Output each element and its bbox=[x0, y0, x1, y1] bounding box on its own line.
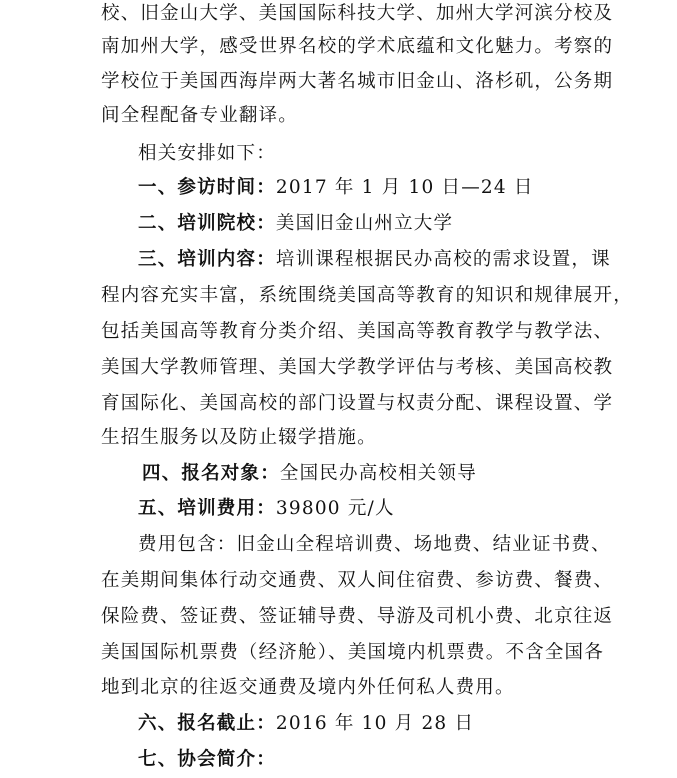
section-visit-time bbox=[138, 170, 534, 206]
arrangement-intro: 相关安排如下： bbox=[138, 143, 276, 164]
section-value: 美国旧金山州立大学 bbox=[275, 213, 454, 234]
section-label: 四、报名对象： bbox=[142, 463, 280, 484]
section-label: 一、参访时间： bbox=[138, 177, 276, 198]
section-value: 39800 元/人 bbox=[275, 498, 395, 519]
section-association-intro bbox=[138, 742, 276, 778]
intro-line-1: 校、旧金山大学、美国国际科技大学、加州大学河滨分校及 bbox=[101, 3, 614, 24]
intro-line-2: 南加州大学，感受世界名校的学术底蕴和文化魅力。考察的 bbox=[101, 36, 614, 57]
section-training-content bbox=[138, 242, 611, 278]
fee-line-5: 地到北京的往返交通费及境内外任何私人费用。 bbox=[101, 677, 515, 698]
section-value: 2017 年 1 月 10 日—24 日 bbox=[275, 177, 534, 198]
content-line-2: 包括美国高等教育分类介绍、美国高等教育教学与教学法、 bbox=[101, 321, 614, 342]
section-label: 五、培训费用： bbox=[138, 498, 276, 519]
fee-line-3: 保险费、签证费、签证辅导费、导游及司机小费、北京往返 bbox=[101, 606, 614, 627]
intro-line-3: 学校位于美国西海岸两大著名城市旧金山、洛杉矶，公务期 bbox=[101, 71, 614, 92]
content-line-4: 育国际化、美国高校的部门设置与权责分配、课程设置、学 bbox=[101, 393, 614, 414]
section-training-fee bbox=[138, 491, 395, 527]
fee-line-4: 美国国际机票费（经济舱）、美国境内机票费。不含全国各 bbox=[101, 642, 604, 663]
section-training-school bbox=[138, 206, 453, 242]
section-value: 全国民办高校相关领导 bbox=[279, 463, 477, 484]
fee-line-1: 费用包含：旧金山全程培训费、场地费、结业证书费、 bbox=[138, 534, 611, 555]
content-line-3: 美国大学教师管理、美国大学教学评估与考核、美国高校教 bbox=[101, 357, 614, 378]
section-value: 2016 年 10 月 28 日 bbox=[275, 713, 475, 734]
content-line-5: 生招生服务以及防止辍学措施。 bbox=[101, 427, 377, 448]
section-registration-target bbox=[142, 456, 477, 492]
section-value: 培训课程根据民办高校的需求设置，课 bbox=[275, 249, 611, 270]
fee-line-2: 在美期间集体行动交通费、双人间住宿费、参访费、餐费、 bbox=[101, 570, 614, 591]
section-registration-deadline bbox=[138, 706, 474, 742]
section-label: 二、培训院校： bbox=[138, 213, 276, 234]
section-label: 七、协会简介： bbox=[138, 749, 276, 770]
intro-line-4: 间全程配备专业翻译。 bbox=[101, 105, 299, 126]
section-label: 六、报名截止： bbox=[138, 713, 276, 734]
section-label: 三、培训内容： bbox=[138, 249, 276, 270]
content-line-1: 程内容充实丰富，系统围绕美国高等教育的知识和规律展开， bbox=[101, 285, 633, 306]
